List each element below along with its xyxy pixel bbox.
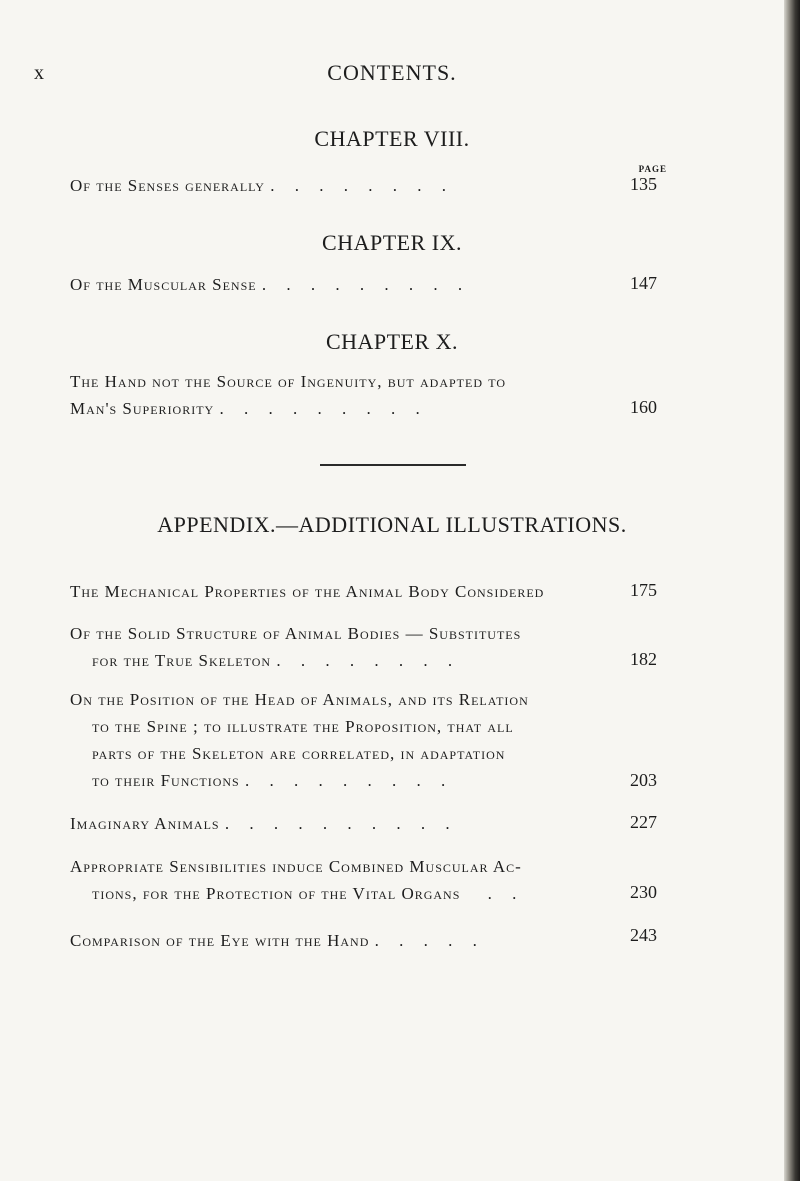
appendix-entry bbox=[70, 620, 670, 674]
entry-text: to the Spine ; to illustrate the Proposition, that all bbox=[92, 717, 514, 736]
appendix-entry-page: 182 bbox=[630, 649, 657, 669]
appendix-entry bbox=[70, 853, 670, 907]
chapter-9-title: CHAPTER IX. bbox=[322, 230, 462, 255]
entry-text: Of the Solid Structure of Animal Bodies — Substitutes bbox=[70, 624, 522, 643]
entry-text: The Mechanical Properties of the Animal Body Considered bbox=[70, 582, 545, 601]
entry-text: Comparison of the Eye with the Hand bbox=[70, 931, 370, 950]
entry-text: parts of the Skeleton are correlated, in adaptation bbox=[92, 744, 506, 763]
entry-text: Of the Muscular Sense bbox=[70, 275, 257, 294]
section-divider bbox=[320, 464, 466, 466]
entry-text: The Hand not the Source of Ingenuity, but adapted to bbox=[70, 372, 507, 391]
page-number: x bbox=[34, 62, 45, 84]
appendix-entry-page: 243 bbox=[630, 925, 657, 945]
appendix-entry-page: 230 bbox=[630, 882, 657, 902]
chapter-8-entry bbox=[70, 172, 670, 199]
entry-text: Man's Superiority bbox=[70, 399, 215, 418]
leader-dots: . . . . . . . . . bbox=[219, 399, 428, 418]
leader-dots: . . . . . . . . bbox=[276, 651, 461, 670]
leader-dots: . . . . . . . . bbox=[270, 176, 454, 195]
leader-dots: . . . . . bbox=[374, 931, 485, 950]
entry-text: Of the Senses generally bbox=[70, 176, 265, 195]
chapter-8-page: 135 bbox=[630, 174, 657, 194]
leader-dots: . . . . . . . . . bbox=[261, 275, 471, 294]
leader-dots: . . . . . . . . . . bbox=[224, 814, 458, 833]
chapter-10-title: CHAPTER X. bbox=[325, 329, 459, 354]
leader-dots: . . bbox=[487, 884, 525, 903]
entry-text: tions, for the Protection of the Vital Organs bbox=[92, 884, 461, 903]
appendix-entry-page: 227 bbox=[630, 812, 657, 832]
chapter-10-entry bbox=[70, 368, 670, 422]
chapter-10-page: 160 bbox=[630, 397, 657, 417]
chapter-9-page: 147 bbox=[630, 273, 657, 293]
entry-text: On the Position of the Head of Animals, and its Relation bbox=[70, 690, 529, 709]
appendix-entry-page: 175 bbox=[630, 580, 657, 600]
running-head: CONTENTS. bbox=[327, 60, 457, 85]
entry-text: Appropriate Sensibilities induce Combined Muscular Ac- bbox=[70, 857, 522, 876]
appendix-entry-page: 203 bbox=[630, 770, 657, 790]
entry-text: for the True Skeleton bbox=[92, 651, 272, 670]
appendix-entry bbox=[70, 810, 670, 837]
appendix-entry bbox=[70, 927, 670, 954]
page-edge-shadow bbox=[784, 0, 800, 1181]
chapter-8-title: CHAPTER VIII. bbox=[314, 126, 470, 151]
appendix-entry bbox=[70, 686, 670, 794]
chapter-9-entry bbox=[70, 271, 670, 298]
appendix-entry bbox=[70, 578, 670, 605]
appendix-title: APPENDIX.—ADDITIONAL ILLUSTRATIONS. bbox=[157, 512, 627, 537]
leader-dots: . . . . . . . . . bbox=[244, 771, 454, 790]
page-column-label: PAGE bbox=[638, 164, 667, 174]
entry-text: Imaginary Animals bbox=[70, 814, 220, 833]
entry-text: to their Functions bbox=[92, 771, 240, 790]
